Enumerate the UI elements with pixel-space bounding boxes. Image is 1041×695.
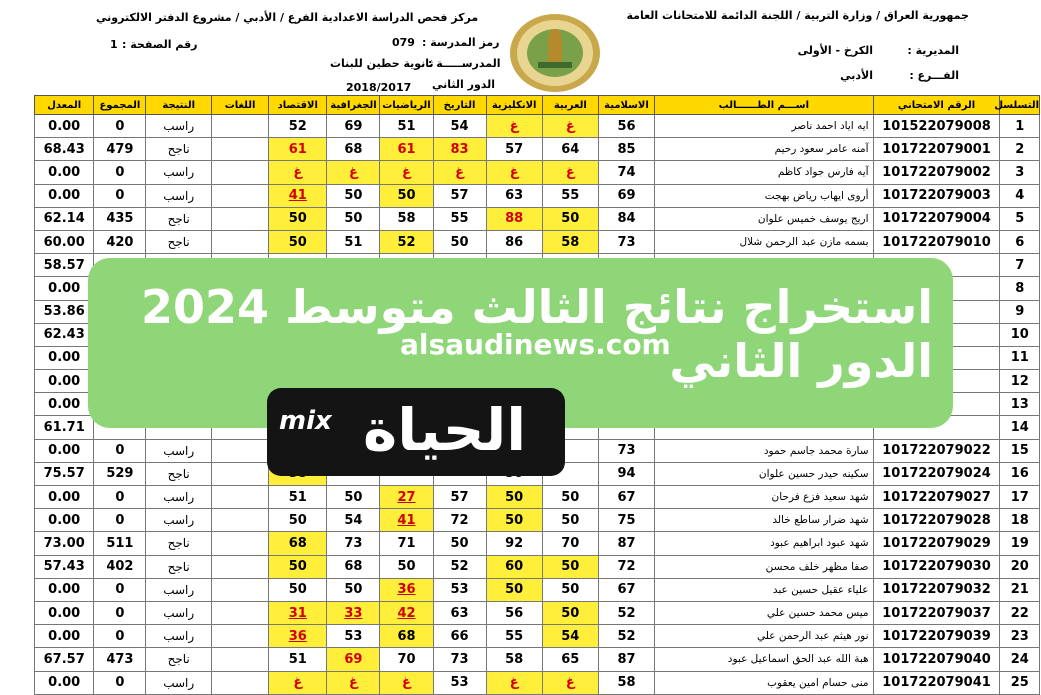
col-math: الرياضيات	[380, 96, 433, 115]
cell-arabic: 50	[542, 601, 598, 624]
cell-result: ناجح	[146, 555, 212, 578]
cell-history: غ	[433, 161, 486, 184]
cell-arabic: 55	[542, 184, 598, 207]
cell-languages	[211, 462, 268, 485]
cell-math: 36	[380, 578, 433, 601]
cell-geography: 53	[327, 625, 380, 648]
cell-english: 60	[486, 555, 542, 578]
cell-seq: 19	[1000, 532, 1040, 555]
cell-islamic: 72	[598, 555, 654, 578]
cell-student-name: أروى ايهاب رياض بهجت	[655, 184, 873, 207]
cell-average: 0.00	[35, 346, 94, 369]
cell-economics: 36	[269, 625, 327, 648]
cell-seq: 14	[1000, 416, 1040, 439]
cell-student-name: سكينه حيدر حسين علوان	[655, 462, 873, 485]
cell-student-name: سارة محمد جاسم حمود	[655, 439, 873, 462]
col-total: المجموع	[94, 96, 146, 115]
cell-economics: 41	[269, 184, 327, 207]
cell-islamic: 87	[598, 532, 654, 555]
cell-average: 0.00	[35, 671, 94, 694]
cell-average: 0.00	[35, 578, 94, 601]
cell-history: 66	[433, 625, 486, 648]
cell-english: 50	[486, 486, 542, 509]
cell-english: 88	[486, 207, 542, 230]
cell-result: راسب	[146, 509, 212, 532]
cell-exam-id: 101722079037	[873, 601, 1000, 624]
col-languages: اللغات	[211, 96, 268, 115]
cell-english: 58	[486, 648, 542, 671]
cell-average: 62.43	[35, 323, 94, 346]
cell-islamic: 75	[598, 509, 654, 532]
cell-student-name: ميس محمد حسين علي	[655, 601, 873, 624]
table-row	[35, 138, 1040, 161]
cell-student-name: شهد سعيد فزع فرحان	[655, 486, 873, 509]
cell-seq: 7	[1000, 254, 1040, 277]
table-row	[35, 578, 1040, 601]
cell-languages	[211, 161, 268, 184]
cell-average: 73.00	[35, 532, 94, 555]
table-row	[35, 648, 1040, 671]
cell-seq: 24	[1000, 648, 1040, 671]
table-row	[35, 601, 1040, 624]
cell-history: 50	[433, 532, 486, 555]
cell-history: 83	[433, 138, 486, 161]
cell-geography: 54	[327, 509, 380, 532]
cell-exam-id: 101722079004	[873, 207, 1000, 230]
directorate-label: المديرية :	[907, 44, 959, 57]
col-english: الانكليزية	[486, 96, 542, 115]
cell-economics: 50	[269, 578, 327, 601]
banner-title: استخراج نتائج الثالث متوسط 2024 الدور الثاني	[141, 280, 933, 388]
cell-total: 0	[94, 439, 146, 462]
cell-exam-id: 101722079010	[873, 230, 1000, 253]
cell-islamic: 73	[598, 439, 654, 462]
cell-exam-id: 101522079008	[873, 115, 1000, 138]
col-history: التاريخ	[433, 96, 486, 115]
cell-total: 511	[94, 532, 146, 555]
branch-label: الفـــرع :	[909, 69, 959, 82]
cell-total: 0	[94, 601, 146, 624]
cell-islamic: 67	[598, 578, 654, 601]
cell-economics: غ	[269, 671, 327, 694]
cell-result: راسب	[146, 601, 212, 624]
school-code-label: رمز المدرسة :	[422, 36, 500, 49]
cell-total: 435	[94, 207, 146, 230]
cell-total: 0	[94, 161, 146, 184]
cell-history: 54	[433, 115, 486, 138]
cell-total: 0	[94, 625, 146, 648]
cell-languages	[211, 230, 268, 253]
cell-average: 58.57	[35, 254, 94, 277]
cell-student-name: بسمه مازن عبد الرحمن شلال	[655, 230, 873, 253]
cell-seq: 10	[1000, 323, 1040, 346]
cell-history: 57	[433, 486, 486, 509]
cell-math: 70	[380, 648, 433, 671]
cell-total: 529	[94, 462, 146, 485]
cell-languages	[211, 532, 268, 555]
cell-history: 73	[433, 648, 486, 671]
cell-geography: 50	[327, 184, 380, 207]
cell-math: 50	[380, 184, 433, 207]
cell-average: 0.00	[35, 509, 94, 532]
cell-seq: 17	[1000, 486, 1040, 509]
cell-exam-id: 101722079003	[873, 184, 1000, 207]
cell-math: غ	[380, 161, 433, 184]
cell-seq: 1	[1000, 115, 1040, 138]
cell-result: ناجح	[146, 462, 212, 485]
cell-economics: 52	[269, 115, 327, 138]
cell-languages	[211, 578, 268, 601]
cell-languages	[211, 138, 268, 161]
table-row	[35, 509, 1040, 532]
academic-year: 2018/2017	[346, 81, 412, 94]
cell-economics: 50	[269, 230, 327, 253]
cell-average: 62.14	[35, 207, 94, 230]
col-islamic: الاسلامية	[598, 96, 654, 115]
cell-math: 42	[380, 601, 433, 624]
cell-result: ناجح	[146, 532, 212, 555]
cell-seq: 11	[1000, 346, 1040, 369]
cell-student-name: آيه فارس جواد كاظم	[655, 161, 873, 184]
cell-average: 0.00	[35, 625, 94, 648]
cell-seq: 15	[1000, 439, 1040, 462]
cell-history: 63	[433, 601, 486, 624]
cell-student-name: علياء عقيل حسين عبد	[655, 578, 873, 601]
cell-student-name: هبة الله عبد الحق اسماعيل عبود	[655, 648, 873, 671]
cell-average: 0.00	[35, 184, 94, 207]
cell-islamic: 73	[598, 230, 654, 253]
cell-economics: 51	[269, 486, 327, 509]
cell-geography: 33	[327, 601, 380, 624]
cell-student-name: شهد عبود ابراهيم عبود	[655, 532, 873, 555]
cell-math: 68	[380, 625, 433, 648]
cell-exam-id: 101722079027	[873, 486, 1000, 509]
cell-geography: 50	[327, 486, 380, 509]
cell-seq: 9	[1000, 300, 1040, 323]
cell-exam-id: 101722079041	[873, 671, 1000, 694]
table-row	[35, 161, 1040, 184]
cell-average: 0.00	[35, 277, 94, 300]
cell-seq: 16	[1000, 462, 1040, 485]
directorate-value: الكرخ - الأولى	[797, 44, 873, 57]
cell-economics: 50	[269, 555, 327, 578]
cell-arabic: 50	[542, 486, 598, 509]
table-row	[35, 230, 1040, 253]
cell-islamic: 87	[598, 648, 654, 671]
cell-economics: 68	[269, 532, 327, 555]
cell-seq: 18	[1000, 509, 1040, 532]
cell-english: 50	[486, 578, 542, 601]
cell-result: راسب	[146, 578, 212, 601]
cell-seq: 8	[1000, 277, 1040, 300]
cell-history: 57	[433, 184, 486, 207]
cell-total: 0	[94, 509, 146, 532]
cell-seq: 13	[1000, 393, 1040, 416]
cell-total: 420	[94, 230, 146, 253]
school-value: ثانوية حطين للبنات	[330, 57, 434, 70]
banner-site: alsaudinews.com	[400, 328, 671, 361]
cell-seq: 6	[1000, 230, 1040, 253]
cell-geography: 69	[327, 648, 380, 671]
cell-math: 27	[380, 486, 433, 509]
cell-history: 53	[433, 578, 486, 601]
cell-languages	[211, 601, 268, 624]
cell-student-name: منى حسام امين يعقوب	[655, 671, 873, 694]
center-line: مركز فحص الدراسة الاعدادية الفرع / الأدبي / مشروع الدفتر الالكتروني	[96, 11, 479, 24]
cell-islamic: 84	[598, 207, 654, 230]
cell-average: 67.57	[35, 648, 94, 671]
cell-total: 479	[94, 138, 146, 161]
branch-value: الأدبي	[840, 69, 873, 82]
cell-total: 0	[94, 486, 146, 509]
cell-student-name: نور هيثم عبد الرحمن علي	[655, 625, 873, 648]
cell-total: 0	[94, 578, 146, 601]
cell-islamic: 67	[598, 486, 654, 509]
cell-seq: 23	[1000, 625, 1040, 648]
cell-arabic: 64	[542, 138, 598, 161]
school-code-value: 079	[392, 36, 415, 49]
cell-arabic: 50	[542, 555, 598, 578]
cell-average: 53.86	[35, 300, 94, 323]
cell-islamic: 52	[598, 625, 654, 648]
cell-arabic: غ	[542, 671, 598, 694]
cell-history: 53	[433, 671, 486, 694]
cell-arabic: 65	[542, 648, 598, 671]
cell-english: غ	[486, 671, 542, 694]
cell-math: 71	[380, 532, 433, 555]
cell-total: 0	[94, 671, 146, 694]
cell-islamic: 69	[598, 184, 654, 207]
cell-english: 92	[486, 532, 542, 555]
cell-geography: 51	[327, 230, 380, 253]
cell-student-name: شهد ضرار ساطع خالد	[655, 509, 873, 532]
cell-english: 55	[486, 625, 542, 648]
cell-student-name: آمنه عامر سعود رحيم	[655, 138, 873, 161]
cell-student-name: ايه اياد احمد ناصر	[655, 115, 873, 138]
cell-geography: غ	[327, 671, 380, 694]
cell-history: 72	[433, 509, 486, 532]
cell-result: ناجح	[146, 230, 212, 253]
logo-latin-text: mix	[279, 406, 332, 436]
col-student-name: اســـم الطــــــالب	[655, 96, 873, 115]
cell-languages	[211, 509, 268, 532]
school-label: المدرســـــة :	[428, 57, 501, 70]
cell-seq: 12	[1000, 370, 1040, 393]
col-average: المعدل	[35, 96, 94, 115]
cell-average: 0.00	[35, 486, 94, 509]
cell-geography: 50	[327, 207, 380, 230]
cell-result: ناجح	[146, 648, 212, 671]
cell-average: 57.43	[35, 555, 94, 578]
table-row	[35, 184, 1040, 207]
cell-english: 56	[486, 601, 542, 624]
header-row	[35, 96, 1040, 115]
cell-exam-id: 101722079032	[873, 578, 1000, 601]
cell-math: 58	[380, 207, 433, 230]
cell-math: 41	[380, 509, 433, 532]
cell-total: 473	[94, 648, 146, 671]
cell-languages	[211, 625, 268, 648]
cell-arabic: 50	[542, 578, 598, 601]
cell-average: 60.00	[35, 230, 94, 253]
cell-geography: 69	[327, 115, 380, 138]
cell-result: راسب	[146, 486, 212, 509]
page-number-value: 1	[110, 38, 118, 51]
cell-geography: 68	[327, 138, 380, 161]
cell-islamic: 58	[598, 671, 654, 694]
cell-languages	[211, 115, 268, 138]
cell-history: 50	[433, 230, 486, 253]
cell-english: 63	[486, 184, 542, 207]
alhayat-mix-logo	[267, 388, 565, 476]
cell-economics: 61	[269, 138, 327, 161]
cell-average: 0.00	[35, 115, 94, 138]
col-exam-id: الرقم الامتحاني	[873, 96, 1000, 115]
cell-islamic: 52	[598, 601, 654, 624]
col-economics: الاقتصاد	[269, 96, 327, 115]
cell-arabic: 50	[542, 509, 598, 532]
cell-geography: 50	[327, 578, 380, 601]
cell-student-name: اريج يوسف خميس علوان	[655, 207, 873, 230]
cell-seq: 21	[1000, 578, 1040, 601]
cell-english: 50	[486, 509, 542, 532]
cell-result: ناجح	[146, 138, 212, 161]
cell-english: غ	[486, 115, 542, 138]
cell-exam-id: 101722079001	[873, 138, 1000, 161]
cell-english: 86	[486, 230, 542, 253]
cell-languages	[211, 184, 268, 207]
cell-islamic: 94	[598, 462, 654, 485]
cell-economics: 31	[269, 601, 327, 624]
cell-islamic: 56	[598, 115, 654, 138]
table-row	[35, 625, 1040, 648]
cell-total: 0	[94, 184, 146, 207]
cell-average: 0.00	[35, 370, 94, 393]
cell-math: 51	[380, 115, 433, 138]
cell-result: راسب	[146, 625, 212, 648]
cell-languages	[211, 671, 268, 694]
col-seq: التسلسل	[1000, 96, 1040, 115]
table-row	[35, 671, 1040, 694]
table-row	[35, 115, 1040, 138]
cell-average: 61.71	[35, 416, 94, 439]
cell-result: ناجح	[146, 207, 212, 230]
cell-exam-id: 101722079030	[873, 555, 1000, 578]
cell-seq: 2	[1000, 138, 1040, 161]
cell-exam-id: 101722079024	[873, 462, 1000, 485]
cell-arabic: 54	[542, 625, 598, 648]
cell-economics: غ	[269, 161, 327, 184]
ministry-seal-icon	[508, 12, 602, 94]
cell-result: راسب	[146, 115, 212, 138]
cell-arabic: 58	[542, 230, 598, 253]
round-label: الدور الثاني	[432, 78, 496, 91]
cell-average: 0.00	[35, 393, 94, 416]
cell-languages	[211, 439, 268, 462]
cell-result: راسب	[146, 671, 212, 694]
table-row	[35, 555, 1040, 578]
cell-seq: 4	[1000, 184, 1040, 207]
cell-seq: 25	[1000, 671, 1040, 694]
cell-math: 52	[380, 230, 433, 253]
cell-math: 61	[380, 138, 433, 161]
ministry-line: جمهورية العراق / وزارة التربية / اللجنة الدائمة للامتحانات العامة	[626, 9, 969, 22]
col-result: النتيجة	[146, 96, 212, 115]
page-number-label: رقم الصفحة :	[122, 38, 198, 51]
cell-exam-id: 101722079039	[873, 625, 1000, 648]
cell-arabic: غ	[542, 115, 598, 138]
table-row	[35, 207, 1040, 230]
cell-economics: 50	[269, 207, 327, 230]
cell-exam-id: 101722079029	[873, 532, 1000, 555]
cell-languages	[211, 207, 268, 230]
cell-result: راسب	[146, 439, 212, 462]
cell-english: غ	[486, 161, 542, 184]
cell-arabic: 70	[542, 532, 598, 555]
cell-exam-id: 101722079002	[873, 161, 1000, 184]
cell-geography: غ	[327, 161, 380, 184]
cell-languages	[211, 555, 268, 578]
cell-student-name: صفا مظهر خلف محسن	[655, 555, 873, 578]
cell-total: 0	[94, 115, 146, 138]
col-arabic: العربية	[542, 96, 598, 115]
cell-languages	[211, 486, 268, 509]
cell-arabic: غ	[542, 161, 598, 184]
logo-arabic-text: الحياة	[363, 396, 527, 464]
cell-math: غ	[380, 671, 433, 694]
cell-exam-id: 101722079040	[873, 648, 1000, 671]
cell-history: 52	[433, 555, 486, 578]
cell-math: 50	[380, 555, 433, 578]
cell-result: راسب	[146, 161, 212, 184]
cell-average: 0.00	[35, 161, 94, 184]
col-geography: الجغرافية	[327, 96, 380, 115]
cell-history: 55	[433, 207, 486, 230]
cell-economics: 50	[269, 509, 327, 532]
cell-geography: 68	[327, 555, 380, 578]
cell-islamic: 85	[598, 138, 654, 161]
cell-arabic: 50	[542, 207, 598, 230]
cell-average: 0.00	[35, 439, 94, 462]
cell-total: 402	[94, 555, 146, 578]
cell-seq: 22	[1000, 601, 1040, 624]
cell-languages	[211, 648, 268, 671]
cell-result: راسب	[146, 184, 212, 207]
cell-english: 57	[486, 138, 542, 161]
cell-exam-id: 101722079028	[873, 509, 1000, 532]
table-row	[35, 532, 1040, 555]
cell-seq: 5	[1000, 207, 1040, 230]
cell-geography: 73	[327, 532, 380, 555]
cell-exam-id: 101722079022	[873, 439, 1000, 462]
table-row	[35, 486, 1040, 509]
cell-average: 75.57	[35, 462, 94, 485]
cell-average: 0.00	[35, 601, 94, 624]
cell-average: 68.43	[35, 138, 94, 161]
cell-economics: 51	[269, 648, 327, 671]
cell-seq: 20	[1000, 555, 1040, 578]
cell-seq: 3	[1000, 161, 1040, 184]
cell-islamic: 74	[598, 161, 654, 184]
